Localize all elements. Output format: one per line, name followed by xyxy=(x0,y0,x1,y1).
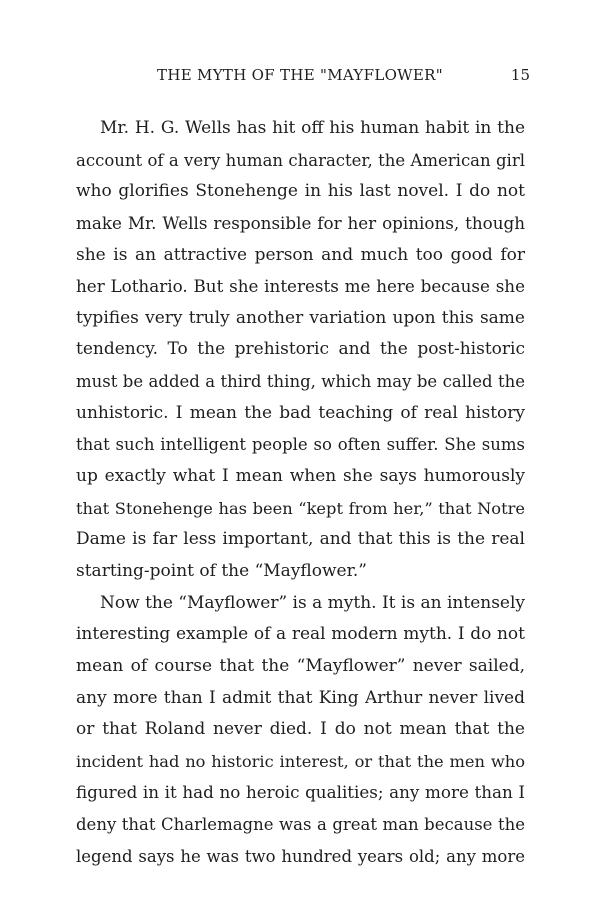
text-line: interesting example of a real modern myth. I do not xyxy=(76,624,525,645)
text-line: who glorifies Stonehenge in his last novel. I do not xyxy=(76,181,525,202)
text-line: account of a very human character, the American girl xyxy=(76,150,525,170)
running-head xyxy=(70,66,530,90)
text-line: or that Roland never died. I do not mean that the xyxy=(76,719,525,740)
text-line: make Mr. Wells responsible for her opinions, though xyxy=(76,212,525,233)
text-line: tendency. To the prehistoric and the post-historic xyxy=(76,339,525,360)
text-line: her Lothario. But she interests me here because she xyxy=(76,276,525,297)
text-line: legend says he was two hundred years old; any more xyxy=(76,846,525,866)
text-line: Mr. H. G. Wells has hit off his human habit in the xyxy=(100,118,525,138)
text-line: mean of course that the “Mayflower” never sailed, xyxy=(76,655,525,676)
running-title: THE MYTH OF THE "MAYFLOWER" xyxy=(157,66,443,84)
text-line: deny that Charlemagne was a great man because the xyxy=(76,815,525,835)
text-line: figured in it had no heroic qualities; any more than I xyxy=(76,782,525,803)
text-line: Dame is far less important, and that this is the real xyxy=(76,529,525,550)
body-text xyxy=(76,113,525,872)
text-line: incident had no historic interest, or that the men who xyxy=(76,751,525,771)
text-line: any more than I admit that King Arthur never lived xyxy=(76,687,525,708)
text-line: starting-point of the “Mayflower.” xyxy=(76,560,367,581)
paragraph-1 xyxy=(76,113,525,588)
text-line: typifies very truly another variation upon this same xyxy=(76,307,525,328)
paragraph-2 xyxy=(76,588,525,873)
text-line: that Stonehenge has been “kept from her,” that Notre xyxy=(76,498,525,518)
page-number: 15 xyxy=(510,66,530,84)
text-line: that such intelligent people so often suffer. She sums xyxy=(76,435,525,455)
text-line: up exactly what I mean when she says humorously xyxy=(76,466,525,487)
text-line: unhistoric. I mean the bad teaching of real history xyxy=(76,402,525,423)
text-line: she is an attractive person and much too good for xyxy=(76,244,525,265)
text-line: must be added a third thing, which may be called the xyxy=(76,372,525,392)
text-line: Now the “Mayflower” is a myth. It is an intensely xyxy=(100,592,526,613)
